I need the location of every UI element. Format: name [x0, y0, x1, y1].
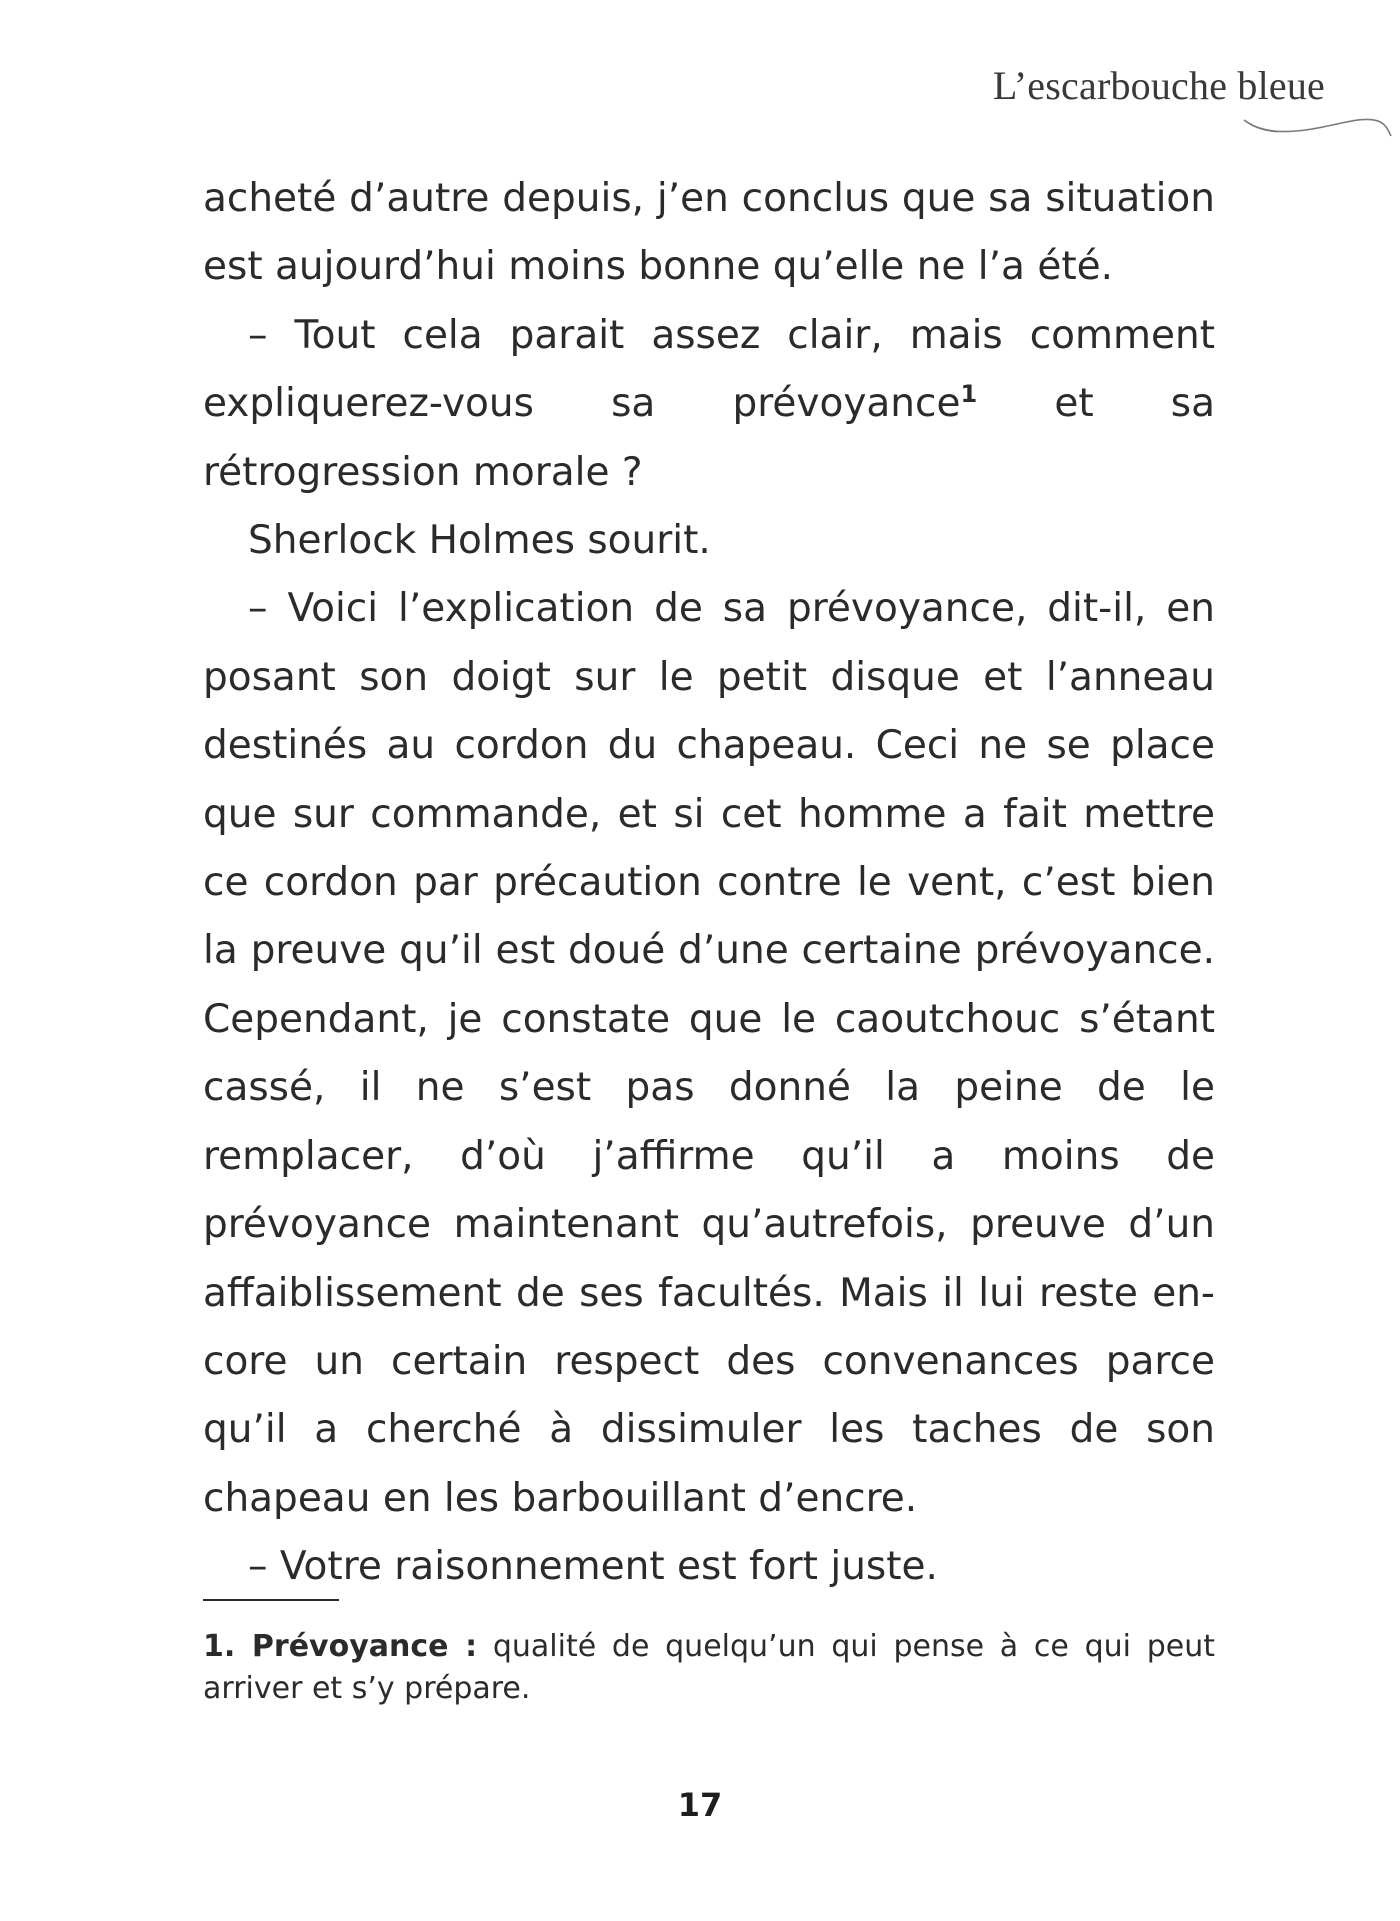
footnote-term: 1. Prévoyance :	[203, 1629, 478, 1664]
decorative-swash-ornament	[1242, 112, 1392, 142]
paragraph	[203, 302, 1215, 507]
paragraph-text: – Tout cela parait assez clair, mais comment expliquerez-vous sa prévoyance	[203, 312, 1215, 427]
paragraph: – Voici l’explication de sa prévoyance, dit-il, en posant son doigt sur le petit disque et l’anneau destinés au cordon du chapeau. Ceci ne se place que sur commande, et si cet homme a fait mettre ce cordon par précaution contre le vent, c’est bien la preuve qu’il est doué d’une certaine prévoyance. Cependant, je constate que le caoutchouc s’étant cassé, il ne s’est pas donné la peine de le remplacer, d’où j’affirme qu’il a moins de prévoyance maintenant qu’autrefois, preuve d’un affaiblissement de ses facultés. Mais il lui reste encore un certain respect des convenances parce qu’il a cherché à dissimuler les taches de son chapeau en les barbouillant d’encre.	[203, 586, 1215, 1521]
footnote-separator	[203, 1599, 339, 1601]
paragraph: – Votre raisonnement est fort juste.	[248, 1544, 938, 1590]
footnote	[203, 1626, 1215, 1710]
paragraph: Sherlock Holmes sourit.	[248, 518, 711, 564]
body-text	[203, 165, 1215, 1602]
page-number: 17	[677, 1786, 723, 1824]
footnote-definition: qualité de quelqu’un qui pense à ce qui peut arriver et s’y prépare.	[203, 1629, 1215, 1706]
running-head-title: L’escarbouche bleue	[992, 63, 1325, 108]
footnote-reference[interactable]: 1	[960, 380, 978, 409]
paragraph-text: et sa rétrogression morale ?	[203, 381, 1215, 495]
paragraph: acheté d’autre depuis, j’en conclus que sa situation est aujourd’hui moins bonne qu’elle ne l’a été.	[203, 176, 1215, 290]
